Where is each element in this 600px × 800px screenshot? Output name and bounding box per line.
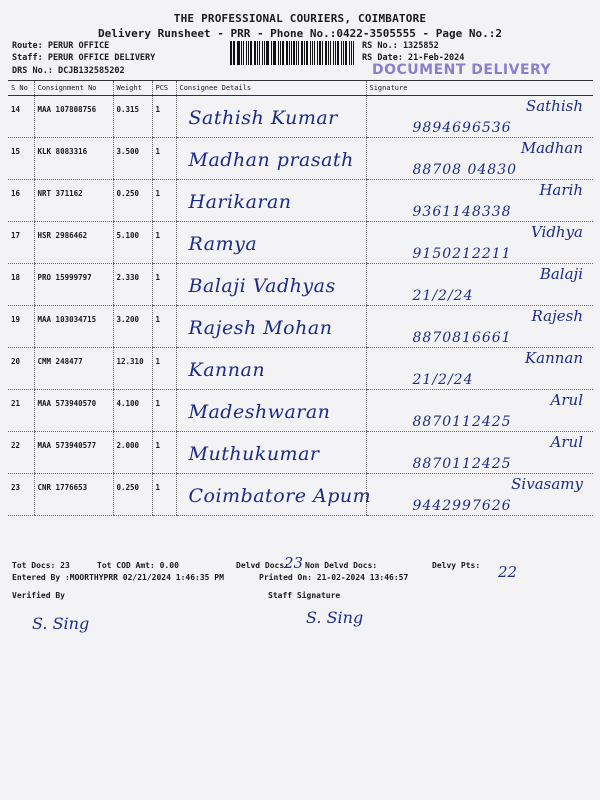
row-weight: 2.330 xyxy=(113,264,152,306)
tot-docs: Tot Docs: 23 xyxy=(12,561,70,570)
signature-handwritten: Rajesh xyxy=(531,307,583,325)
col-consignment: Consignment No xyxy=(34,81,113,96)
document-delivery-stamp: DOCUMENT DELIVERY xyxy=(372,62,552,78)
signature-phone-handwritten: 21/2/24 xyxy=(412,288,474,304)
row-sno: 18 xyxy=(8,264,34,306)
consignee-handwritten: Harikaran xyxy=(188,191,292,213)
company-title: THE PROFESSIONAL COURIERS, COIMBATORE xyxy=(173,12,427,25)
row-signature-cell xyxy=(366,306,593,348)
row-signature-cell xyxy=(366,96,593,138)
consignee-handwritten: Coimbatore Apum xyxy=(188,485,372,507)
consignee-handwritten: Balaji Vadhyas xyxy=(188,275,336,297)
row-weight: 0.315 xyxy=(113,96,152,138)
signature-handwritten: Arul xyxy=(550,433,583,451)
row-consignee-cell xyxy=(176,96,366,138)
signature-phone-handwritten: 8870112425 xyxy=(412,456,512,472)
signature-handwritten: Harih xyxy=(539,181,583,199)
row-consignee-cell xyxy=(176,306,366,348)
row-pcs: 1 xyxy=(152,474,176,516)
row-sno: 19 xyxy=(8,306,34,348)
signature-phone-handwritten: 8870816661 xyxy=(412,330,512,346)
verified-by-label: Verified By xyxy=(12,591,65,600)
row-pcs: 1 xyxy=(152,138,176,180)
signature-handwritten: Madhan xyxy=(520,139,583,157)
signature-phone-handwritten: 9361148338 xyxy=(412,204,512,220)
barcode xyxy=(230,41,356,65)
row-consignee-cell xyxy=(176,264,366,306)
row-pcs: 1 xyxy=(152,222,176,264)
signature-handwritten: Sivasamy xyxy=(511,475,583,493)
col-pcs: PCS xyxy=(152,81,176,96)
table-row xyxy=(8,180,593,222)
row-sno: 17 xyxy=(8,222,34,264)
row-signature-cell xyxy=(366,138,593,180)
table-row xyxy=(8,222,593,264)
rs-date: RS Date: 21-Feb-2024 xyxy=(362,53,465,63)
staff-signature-label: Staff Signature xyxy=(268,591,341,600)
signature-handwritten: Vidhya xyxy=(530,223,583,241)
row-consignee-cell xyxy=(176,390,366,432)
row-pcs: 1 xyxy=(152,348,176,390)
table-row xyxy=(8,264,593,306)
row-weight: 3.500 xyxy=(113,138,152,180)
row-consignment-no: MAA 573940570 xyxy=(34,390,113,432)
signature-phone-handwritten: 21/2/24 xyxy=(412,372,474,388)
route-label: Route: PERUR OFFICE xyxy=(12,41,110,51)
table-row xyxy=(8,306,593,348)
row-pcs: 1 xyxy=(152,180,176,222)
delvy-pts-handwritten: 22 xyxy=(498,563,518,581)
table-row xyxy=(8,96,593,138)
col-consignee: Consignee Details xyxy=(176,81,366,96)
consignee-handwritten: Sathish Kumar xyxy=(188,107,338,129)
table-row xyxy=(8,390,593,432)
tot-cod-amt: Tot COD Amt: 0.00 xyxy=(97,561,179,570)
signature-handwritten: Sathish xyxy=(525,97,583,115)
row-consignee-cell xyxy=(176,138,366,180)
row-pcs: 1 xyxy=(152,96,176,138)
row-consignee-cell xyxy=(176,348,366,390)
row-pcs: 1 xyxy=(152,306,176,348)
col-signature: Signature xyxy=(366,81,593,96)
row-consignment-no: MAA 573940577 xyxy=(34,432,113,474)
signature-phone-handwritten: 88708 04830 xyxy=(412,162,518,178)
row-consignee-cell xyxy=(176,474,372,516)
row-sno: 22 xyxy=(8,432,34,474)
table-row xyxy=(8,138,593,180)
consignment-table xyxy=(8,80,593,516)
signature-handwritten: Balaji xyxy=(539,265,583,283)
signature-handwritten: Kannan xyxy=(524,349,583,367)
row-weight: 4.100 xyxy=(113,390,152,432)
row-consignment-no: MAA 107808756 xyxy=(34,96,113,138)
row-sno: 16 xyxy=(8,180,34,222)
runsheet-subtitle: Delivery Runsheet - PRR - Phone No.:0422-3505555 - Page No.:2 xyxy=(98,27,502,40)
row-sno: 15 xyxy=(8,138,34,180)
signature-phone-handwritten: 9150212211 xyxy=(412,246,512,262)
entered-by: Entered By :MOORTHYPRR 02/21/2024 1:46:35 PM xyxy=(12,573,224,582)
row-pcs: 1 xyxy=(152,432,176,474)
row-sno: 20 xyxy=(8,348,34,390)
row-sno: 21 xyxy=(8,390,34,432)
row-signature-cell xyxy=(366,432,593,474)
row-weight: 2.000 xyxy=(113,432,152,474)
rs-number: RS No.: 1325852 xyxy=(362,41,439,51)
table-header-row xyxy=(8,81,593,96)
verifier-signature: S. Sing xyxy=(32,614,90,633)
row-signature-cell xyxy=(366,180,593,222)
row-consignment-no: HSR 2986462 xyxy=(34,222,113,264)
drs-number: DRS No.: DCJB132585202 xyxy=(12,66,125,76)
row-consignment-no: KLK 8083316 xyxy=(34,138,113,180)
signature-phone-handwritten: 9894696536 xyxy=(412,120,512,136)
row-signature-cell xyxy=(366,222,593,264)
col-weight: Weight xyxy=(113,81,152,96)
row-consignment-no: MAA 103034715 xyxy=(34,306,113,348)
row-weight: 5.100 xyxy=(113,222,152,264)
consignee-handwritten: Ramya xyxy=(188,233,258,255)
table-row xyxy=(8,348,593,390)
row-signature-cell xyxy=(366,264,593,306)
consignee-handwritten: Madeshwaran xyxy=(188,401,331,423)
row-consignee-cell xyxy=(176,432,366,474)
row-sno: 23 xyxy=(8,474,34,516)
col-sno: S No xyxy=(8,81,34,96)
row-pcs: 1 xyxy=(152,264,176,306)
row-consignment-no: NRT 371162 xyxy=(34,180,113,222)
consignee-handwritten: Rajesh Mohan xyxy=(188,317,333,339)
staff-label: Staff: PERUR OFFICE DELIVERY xyxy=(12,53,156,63)
row-weight: 12.310 xyxy=(113,348,152,390)
row-weight: 0.250 xyxy=(113,180,152,222)
consignee-handwritten: Muthukumar xyxy=(188,443,320,465)
row-signature-cell xyxy=(366,390,593,432)
row-consignment-no: CMM 248477 xyxy=(34,348,113,390)
consignee-handwritten: Madhan prasath xyxy=(188,149,354,171)
row-consignment-no: PRO 15999797 xyxy=(34,264,113,306)
signature-phone-handwritten: 8870112425 xyxy=(412,414,512,430)
row-consignee-cell xyxy=(176,222,366,264)
consignee-handwritten: Kannan xyxy=(188,359,266,381)
row-signature-cell xyxy=(366,348,593,390)
row-pcs: 1 xyxy=(152,390,176,432)
row-signature-cell xyxy=(366,474,593,516)
delvd-docs-handwritten: 23 xyxy=(284,554,304,572)
row-weight: 3.200 xyxy=(113,306,152,348)
row-consignee-cell xyxy=(176,180,366,222)
staff-signature: S. Sing xyxy=(306,608,364,627)
signature-handwritten: Arul xyxy=(550,391,583,409)
printed-on: Printed On: 21-02-2024 13:46:57 xyxy=(259,573,409,582)
row-consignment-no: CNR 1776653 xyxy=(34,474,113,516)
table-row xyxy=(8,474,593,516)
row-weight: 0.250 xyxy=(113,474,152,516)
delvy-pts-label: Delvy Pts: xyxy=(432,561,481,570)
table-row xyxy=(8,432,593,474)
non-delvd-docs-label: Non Delvd Docs: xyxy=(305,561,378,570)
delvd-docs-label: Delvd Docs: xyxy=(236,561,289,570)
row-sno: 14 xyxy=(8,96,34,138)
signature-phone-handwritten: 9442997626 xyxy=(412,498,512,514)
